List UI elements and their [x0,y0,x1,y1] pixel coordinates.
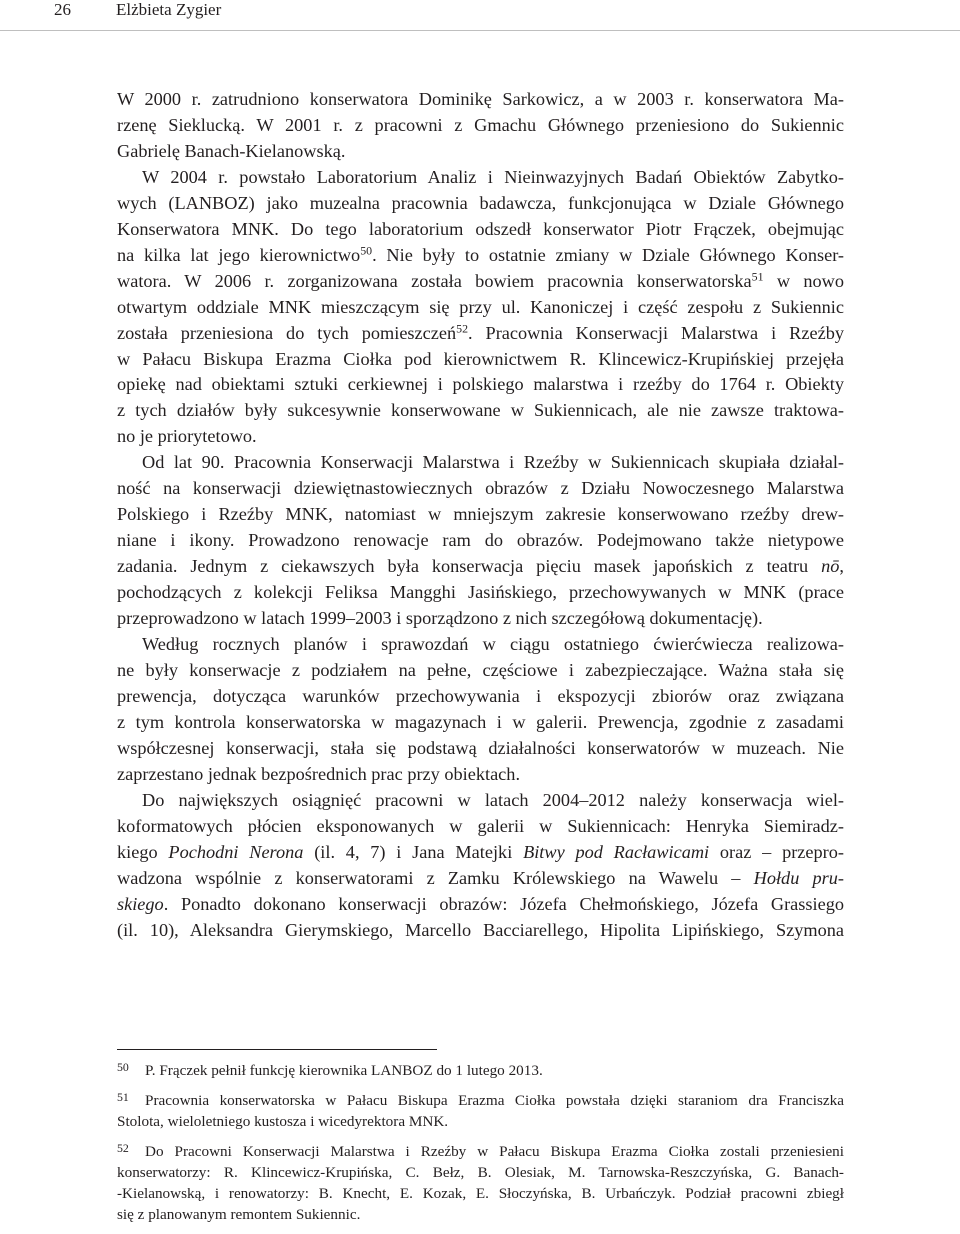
footnote-line: 51 Pracownia konserwatorska w Pałacu Biskupa Erazma Ciołka powstała dzięki staraniom dra Franciszka [117,1090,844,1109]
text-line: z tym kontrola konserwatorska w magazynach i w galerii. Prewencja, zgodnie z zasadami [117,711,844,732]
text-line [117,321,844,347]
text-line [117,269,844,295]
footnote-ref: 52 [456,321,469,336]
text-line [117,866,844,892]
text-line: W 2000 r. zatrudniono konserwatora Dominikę Sarkowicz, a w 2003 r. konserwatora Ma- [117,89,844,109]
text-line: opiekę nad obiektami sztuki cerkiewnej i polskiego malarstwa i rzeźby do 1764 r. Obiekty [117,374,844,395]
artwork-title: Hołdu pru- [753,867,844,888]
text-segment: oraz – przepro- [709,841,844,862]
footnotes [117,1060,844,1234]
text-line: no je priorytetowo. [117,426,257,447]
text-segment: . Pracownia Konserwacji Malarstwa i Rzeźby [468,322,844,343]
text-line [117,840,844,866]
footnote-line: 50 P. Frączek pełnił funkcję kierownika LANBOZ do 1 lutego 2013. [117,1060,543,1079]
footnote-ref: 50 [360,243,373,258]
text-line: rzenę Sieklucką. W 2001 r. z pracowni z Gmachu Głównego przeniesiono do Sukiennic [117,114,844,135]
text-segment: w nowo [763,270,844,291]
text-segment: watora. W 2006 r. zorganizowana została bowiem pracownia konserwatorska [117,270,752,291]
artwork-title: Pochodni Nerona [168,841,304,862]
footnote-51 [117,1090,844,1132]
footnote-ref: 51 [751,269,764,284]
text-line: współczesnej konserwacji, stała się podstawą działalności konserwatorów w muzeach. Nie [117,737,844,758]
running-header [0,0,960,31]
italic-term: nō [821,556,840,577]
text-line [117,243,844,269]
running-head-author: Elżbieta Zygier [116,0,222,19]
text-line: Według rocznych planów i sprawozdań w ciągu ostatniego ćwierćwiecza realizowa- [142,634,844,655]
main-text [117,87,844,943]
page-number: 26 [54,0,71,19]
text-line: Gabrielę Banach-Kielanowską. [117,140,346,161]
text-line: otwartym oddziale MNK mieszczącym się przy ul. Kanoniczej i część zespołu z Sukiennic [117,296,844,317]
text-segment: kiego [117,841,169,862]
artwork-title: skiego [117,893,164,914]
text-line: wych (LANBOZ) jako muzealna pracownia badawcza, funkcjonująca w Dziale Głównego [117,192,844,213]
text-line: zaprzestano jednak bezpośrednich prac przy obiektach. [117,763,521,784]
text-line: z tych działów były sukcesywnie konserwowane w Sukiennicach, ale nie zawsze traktowa- [117,400,844,421]
footnote-line: 52 Do Pracowni Konserwacji Malarstwa i Rzeźby w Pałacu Biskupa Erazma Ciołka zostali przeniesieni [117,1141,844,1160]
footnote-line: Stolota, wieloletniego kustosza i wicedyrektora MNK. [117,1113,449,1130]
text-line: niane i ikony. Prowadzono renowacje ram do obrazów. Podejmowano także nietypowe [117,530,844,551]
text-line: ne były konserwacje z podziałem na pełne, częściowe i zabezpieczające. Ważna stała się [117,659,844,680]
text-line: przeprowadzono w latach 1999–2003 i sporządzono z nich szczegółową dokumentację). [117,608,763,629]
text-segment: (il. 4, 7) i Jana Matejki [303,841,524,862]
text-line: Polskiego i Rzeźby MNK, natomiast w mniejszym zakresie konserwowano rzeźby drew- [117,504,844,525]
text-segment: . Ponadto dokonano konserwacji obrazów: Józefa Chełmońskiego, Józefa Grassiego [163,893,844,914]
footnote-text: Do Pracowni Konserwacji Malarstwa i Rzeźby w Pałacu Biskupa Erazma Ciołka zostali przeniesieni [145,1143,844,1160]
footnote-50 [117,1060,844,1081]
text-line: w Pałacu Biskupa Erazma Ciołka pod kierownictwem R. Klincewicz-Krupińskiej przejęła [117,348,844,369]
text-segment: . Nie były to ostatnie zmiany w Dziale Głównego Konser- [372,244,844,265]
text-segment: wadzona wspólnie z konserwatorami z Zamku Królewskiego na Wawelu – [117,867,754,888]
text-segment: na kilka lat jego kierownictwo [117,244,361,265]
text-line: (il. 10), Aleksandra Gierymskiego, Marcello Bacciarellego, Hipolita Lipińskiego, Szymona [117,919,844,940]
footnote-line: -Kielanowską, i renowatorzy: B. Knecht, E. Kozak, E. Słoczyńska, B. Urbańczyk. Podział pracowni zbiegł [117,1185,844,1202]
text-line: Konserwatora MNK. Do tego laboratorium odszedł konserwator Piotr Frączek, obejmując [117,218,844,239]
text-line: koformatowych płócien eksponowanych w galerii w Sukiennicach: Henryka Siemiradz- [117,815,844,836]
footnote-text: Pracownia konserwatorska w Pałacu Biskupa Erazma Ciołka powstała dzięki staraniom dra Franciszka [145,1092,844,1109]
text-line [117,892,844,918]
text-segment: , [839,556,844,577]
footnote-line: konserwatorzy: R. Klincewicz-Krupińska, C. Bełz, B. Olesiak, M. Tarnowska-Reszczyńska, G. Banach- [117,1164,844,1181]
footnote-52 [117,1141,844,1225]
artwork-title: Bitwy pod Racławicami [523,841,710,862]
text-line: Do największych osiągnięć pracowni w latach 2004–2012 należy konserwacja wiel- [142,789,844,810]
text-line [117,554,844,580]
footnote-text: P. Frączek pełnił funkcję kierownika LANBOZ do 1 lutego 2013. [145,1062,543,1079]
text-line: prewencja, dotycząca warunków przechowywania i ekspozycji zbiorów oraz związana [117,685,844,706]
text-segment: została przeniesiona do tych pomieszczeń [117,322,457,343]
footnote-separator [117,1049,437,1050]
text-segment: zadania. Jednym z ciekawszych była konserwacja pięciu masek japońskich z teatru [117,556,822,577]
text-line: pochodzących z kolekcji Feliksa Mangghi Jasińskiego, przechowywanych w MNK (prace [117,582,844,603]
text-line: Od lat 90. Pracownia Konserwacji Malarstwa i Rzeźby w Sukiennicach skupiała działal- [142,452,844,473]
footnote-line: się z planowanym remontem Sukiennic. [117,1206,361,1223]
text-line: ność na konserwacji dziewiętnastowiecznych obrazów z Działu Nowoczesnego Malarstwa [117,478,844,499]
text-line: W 2004 r. powstało Laboratorium Analiz i Nieinwazyjnych Badań Obiektów Zabytko- [142,166,844,187]
